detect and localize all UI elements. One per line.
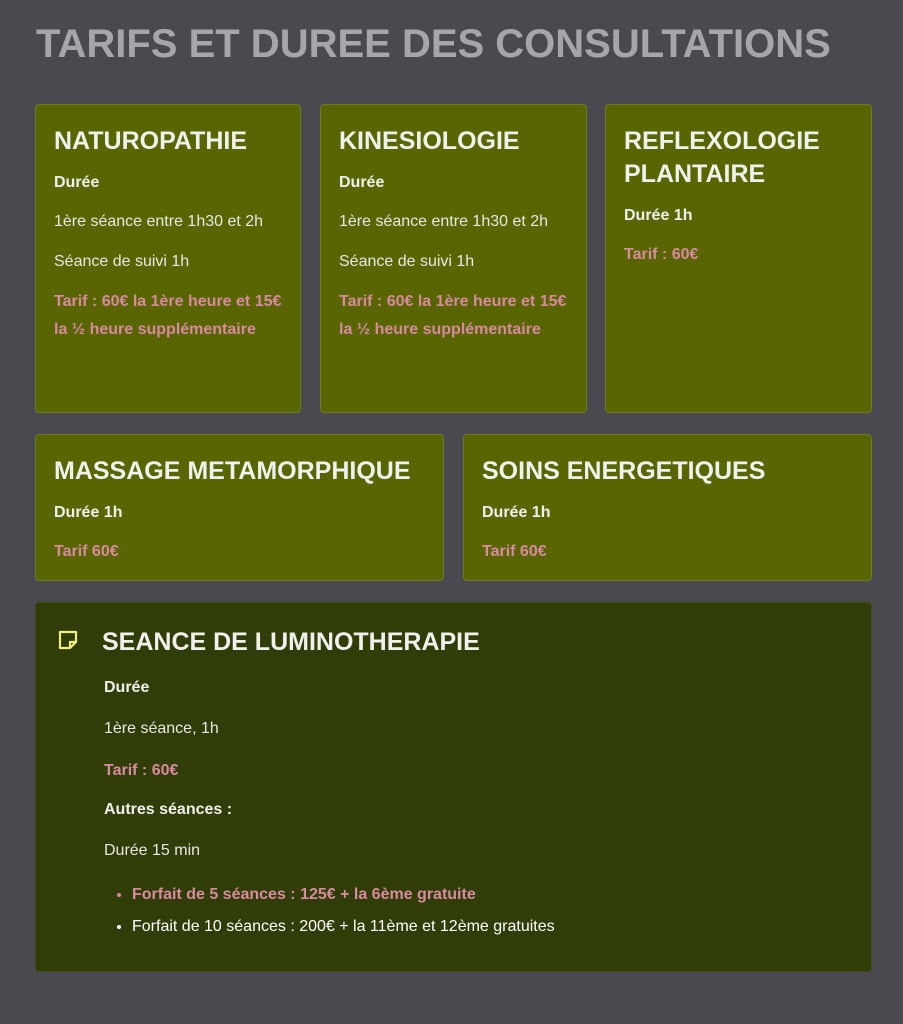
session-line: 1ère séance, 1h bbox=[104, 720, 219, 737]
card-title: KINESIOLOGIE bbox=[339, 127, 520, 155]
card-reflexologie bbox=[605, 104, 872, 413]
duration-label: Durée bbox=[54, 174, 100, 191]
duration-label: Durée 1h bbox=[624, 207, 693, 224]
list-item: • Forfait de 10 séances : 200€ + la 11ème et 12ème gratuites bbox=[132, 911, 844, 943]
page-title: TARIFS ET DUREE DES CONSULTATIONS bbox=[36, 22, 831, 66]
offers-list bbox=[104, 879, 844, 943]
duration-label: Durée 1h bbox=[54, 504, 123, 521]
card-kinesiologie bbox=[320, 104, 587, 413]
session-line: Durée 15 min bbox=[104, 842, 201, 859]
card-luminotherapie bbox=[35, 602, 872, 972]
card-title: SEANCE DE LUMINOTHERAPIE bbox=[102, 628, 480, 656]
session-line: 1ère séance entre 1h30 et 2h bbox=[339, 213, 549, 230]
price-text: Tarif : 60€ bbox=[624, 246, 699, 263]
duration-label: Durée 1h bbox=[482, 504, 551, 521]
session-line: Séance de suivi 1h bbox=[54, 253, 190, 270]
price-text: Tarif 60€ bbox=[54, 543, 119, 560]
session-line: Séance de suivi 1h bbox=[339, 253, 475, 270]
card-naturopathie bbox=[35, 104, 301, 413]
duration-label: Durée bbox=[104, 679, 150, 696]
card-title: SOINS ENERGETIQUES bbox=[482, 457, 766, 485]
list-item: • Forfait de 5 séances : 125€ + la 6ème gratuite bbox=[132, 879, 844, 911]
sticky-note-icon bbox=[56, 628, 80, 657]
card-title: NATUROPATHIE bbox=[54, 127, 248, 155]
luminotherapie-body bbox=[104, 677, 844, 943]
price-text: Tarif : 60€ bbox=[104, 762, 179, 779]
price-text: Tarif : 60€ la 1ère heure et 15€ la ½ heure supplémentaire bbox=[339, 293, 567, 338]
card-title: MASSAGE METAMORPHIQUE bbox=[54, 457, 411, 485]
duration-label: Durée bbox=[339, 174, 385, 191]
card-title: REFLEXOLOGIE PLANTAIRE bbox=[624, 127, 820, 188]
luminotherapie-header bbox=[56, 627, 480, 657]
card-massage-metamorphique bbox=[35, 434, 444, 581]
price-text: Tarif : 60€ la 1ère heure et 15€ la ½ heure supplémentaire bbox=[54, 293, 282, 338]
session-line: 1ère séance entre 1h30 et 2h bbox=[54, 213, 264, 230]
other-sessions-label: Autres séances : bbox=[104, 801, 233, 818]
card-soins-energetiques bbox=[463, 434, 872, 581]
price-text: Tarif 60€ bbox=[482, 543, 547, 560]
